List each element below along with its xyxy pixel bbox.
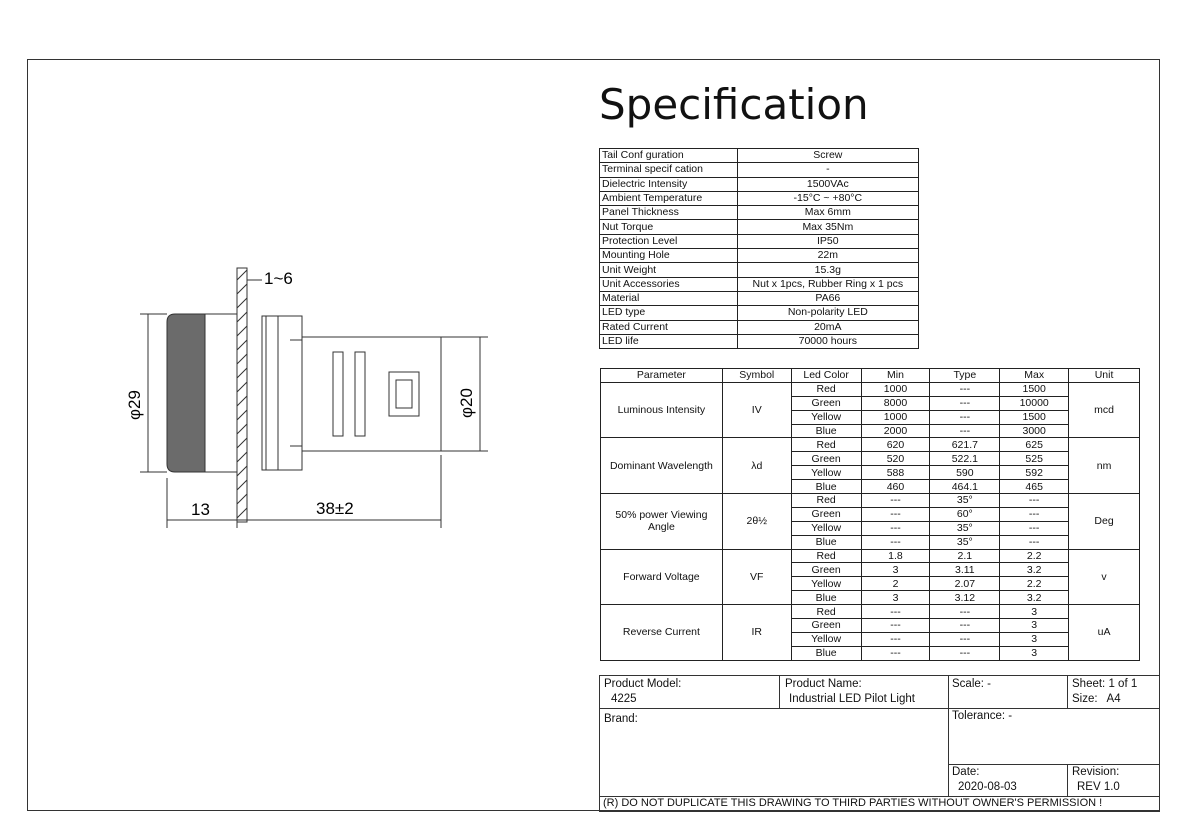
type-value: 3.12 — [930, 591, 1000, 605]
led-color: Red — [791, 549, 861, 563]
spec-label: Ambient Temperature — [600, 191, 738, 205]
led-color: Green — [791, 507, 861, 521]
spec-value: 70000 hours — [737, 334, 918, 348]
led-color: Blue — [791, 424, 861, 438]
min-value: --- — [861, 494, 930, 508]
spec-label: Unit Weight — [600, 263, 738, 277]
led-color: Yellow — [791, 521, 861, 535]
min-value: 2 — [861, 577, 930, 591]
max-value: 1500 — [1000, 410, 1069, 424]
type-value: --- — [930, 605, 1000, 619]
parameter-symbol: IV — [722, 382, 791, 438]
led-color: Red — [791, 605, 861, 619]
min-value: 1000 — [861, 382, 930, 396]
led-color: Green — [791, 563, 861, 577]
sheet-label: Sheet: 1 of 1 — [1072, 678, 1138, 690]
column-header: Max — [1000, 369, 1069, 383]
spec-label: LED life — [600, 334, 738, 348]
parameter-name: Forward Voltage — [601, 549, 723, 605]
date-label: Date: — [952, 766, 980, 778]
max-value: 3 — [1000, 632, 1069, 646]
table-row — [601, 494, 1140, 508]
led-color: Yellow — [791, 466, 861, 480]
max-value: 625 — [1000, 438, 1069, 452]
spec-label: Protection Level — [600, 234, 738, 248]
product-name: Industrial LED Pilot Light — [789, 693, 915, 705]
min-value: 3 — [861, 591, 930, 605]
pilot-light-drawing — [110, 255, 500, 535]
spec-label: Mounting Hole — [600, 249, 738, 263]
led-color: Blue — [791, 591, 861, 605]
max-value: 3.2 — [1000, 563, 1069, 577]
max-value: 592 — [1000, 466, 1069, 480]
led-color: Yellow — [791, 410, 861, 424]
parameter-table — [600, 368, 1140, 661]
column-header: Parameter — [601, 369, 723, 383]
type-value: --- — [930, 410, 1000, 424]
tolerance-label: Tolerance: - — [952, 710, 1013, 722]
parameter-symbol: λd — [722, 438, 791, 494]
revision-label: Revision: — [1072, 766, 1120, 778]
type-value: 522.1 — [930, 452, 1000, 466]
type-value: 35° — [930, 535, 1000, 549]
type-value: --- — [930, 632, 1000, 646]
spec-value: IP50 — [737, 234, 918, 248]
spec-value: - — [737, 163, 918, 177]
spec-row — [600, 291, 919, 305]
led-color: Red — [791, 382, 861, 396]
max-value: 3000 — [1000, 424, 1069, 438]
type-value: --- — [930, 424, 1000, 438]
parameter-symbol: 2θ½ — [722, 494, 791, 550]
spec-value: -15°C ~ +80°C — [737, 191, 918, 205]
column-header: Led Color — [791, 369, 861, 383]
min-value: --- — [861, 619, 930, 633]
spec-row — [600, 163, 919, 177]
lens-cap — [167, 314, 205, 472]
spec-value: Max 35Nm — [737, 220, 918, 234]
product-model-label: Product Model: — [604, 678, 682, 690]
min-value: 1.8 — [861, 549, 930, 563]
column-header: Symbol — [722, 369, 791, 383]
column-header: Min — [861, 369, 930, 383]
type-value: 464.1 — [930, 480, 1000, 494]
min-value: 520 — [861, 452, 930, 466]
spec-value: 20mA — [737, 320, 918, 334]
led-color: Yellow — [791, 632, 861, 646]
max-value: 465 — [1000, 480, 1069, 494]
max-value: 2.2 — [1000, 577, 1069, 591]
max-value: --- — [1000, 535, 1069, 549]
min-value: 1000 — [861, 410, 930, 424]
column-header: Unit — [1069, 369, 1140, 383]
table-row — [601, 549, 1140, 563]
min-value: --- — [861, 535, 930, 549]
parameter-name: Dominant Wavelength — [601, 438, 723, 494]
min-value: 460 — [861, 480, 930, 494]
spec-row — [600, 320, 919, 334]
parameter-symbol: VF — [722, 549, 791, 605]
spec-value: 22m — [737, 249, 918, 263]
max-value: 3.2 — [1000, 591, 1069, 605]
date-value: 2020-08-03 — [958, 781, 1017, 793]
max-value: 10000 — [1000, 396, 1069, 410]
led-color: Green — [791, 619, 861, 633]
spec-row — [600, 206, 919, 220]
type-value: 2.07 — [930, 577, 1000, 591]
table-row — [601, 438, 1140, 452]
spec-row — [600, 220, 919, 234]
spec-row — [600, 177, 919, 191]
spec-row — [600, 306, 919, 320]
min-value: 2000 — [861, 424, 930, 438]
spec-row — [600, 249, 919, 263]
spec-label: Tail Conf guration — [600, 149, 738, 163]
parameter-unit: nm — [1069, 438, 1140, 494]
parameter-name: 50% power Viewing Angle — [601, 494, 723, 550]
product-model: 4225 — [611, 693, 637, 705]
parameter-symbol: IR — [722, 605, 791, 661]
spec-value: Max 6mm — [737, 206, 918, 220]
table-row — [601, 605, 1140, 619]
spec-label: Terminal specif cation — [600, 163, 738, 177]
spec-row — [600, 149, 919, 163]
spec-label: Rated Current — [600, 320, 738, 334]
spec-label: Panel Thickness — [600, 206, 738, 220]
min-value: --- — [861, 521, 930, 535]
spec-value: Screw — [737, 149, 918, 163]
led-color: Green — [791, 452, 861, 466]
min-value: 3 — [861, 563, 930, 577]
spec-value: Non-polarity LED — [737, 306, 918, 320]
type-value: 621.7 — [930, 438, 1000, 452]
parameter-unit: v — [1069, 549, 1140, 605]
spec-table — [599, 148, 919, 349]
parameter-unit: Deg — [1069, 494, 1140, 550]
max-value: 525 — [1000, 452, 1069, 466]
spec-label: Material — [600, 291, 738, 305]
table-row — [601, 382, 1140, 396]
type-value: 35° — [930, 494, 1000, 508]
parameter-unit: mcd — [1069, 382, 1140, 438]
spec-label: Dielectric Intensity — [600, 177, 738, 191]
max-value: 2.2 — [1000, 549, 1069, 563]
max-value: --- — [1000, 507, 1069, 521]
led-color: Green — [791, 396, 861, 410]
max-value: --- — [1000, 494, 1069, 508]
parameter-name: Luminous Intensity — [601, 382, 723, 438]
led-color: Blue — [791, 535, 861, 549]
spec-row — [600, 234, 919, 248]
dim-front-length: 13 — [191, 500, 210, 519]
type-value: --- — [930, 619, 1000, 633]
spec-label: Nut Torque — [600, 220, 738, 234]
dim-body-diameter: φ29 — [125, 390, 144, 420]
type-value: 35° — [930, 521, 1000, 535]
max-value: 3 — [1000, 605, 1069, 619]
type-value: 3.11 — [930, 563, 1000, 577]
led-color: Blue — [791, 646, 861, 660]
spec-value: 1500VAc — [737, 177, 918, 191]
min-value: 588 — [861, 466, 930, 480]
copyright-notice: (R) DO NOT DUPLICATE THIS DRAWING TO THIRD PARTIES WITHOUT OWNER'S PERMISSION ! — [603, 797, 1103, 809]
led-color: Yellow — [791, 577, 861, 591]
parameter-unit: uA — [1069, 605, 1140, 661]
max-value: 3 — [1000, 646, 1069, 660]
type-value: 590 — [930, 466, 1000, 480]
led-color: Red — [791, 494, 861, 508]
spec-row — [600, 277, 919, 291]
min-value: --- — [861, 605, 930, 619]
brand-label: Brand: — [604, 713, 638, 725]
max-value: 1500 — [1000, 382, 1069, 396]
parameter-name: Reverse Current — [601, 605, 723, 661]
panel-section — [237, 268, 247, 522]
type-value: --- — [930, 396, 1000, 410]
type-value: --- — [930, 382, 1000, 396]
spec-value: Nut x 1pcs, Rubber Ring x 1 pcs — [737, 277, 918, 291]
scale-label: Scale: - — [952, 678, 992, 690]
page-title: Specification — [599, 80, 869, 129]
spec-row — [600, 263, 919, 277]
led-color: Red — [791, 438, 861, 452]
min-value: --- — [861, 507, 930, 521]
max-value: --- — [1000, 521, 1069, 535]
dim-thread-diameter: φ20 — [457, 388, 476, 418]
column-header: Type — [930, 369, 1000, 383]
type-value: --- — [930, 646, 1000, 660]
max-value: 3 — [1000, 619, 1069, 633]
spec-row — [600, 191, 919, 205]
spec-value: PA66 — [737, 291, 918, 305]
spec-label: Unit Accessories — [600, 277, 738, 291]
type-value: 60° — [930, 507, 1000, 521]
revision-value: REV 1.0 — [1077, 781, 1120, 793]
led-color: Blue — [791, 480, 861, 494]
dim-body-length: 38±2 — [316, 499, 354, 518]
min-value: 620 — [861, 438, 930, 452]
size-label: Size: A4 — [1072, 693, 1121, 705]
spec-value: 15.3g — [737, 263, 918, 277]
min-value: 8000 — [861, 396, 930, 410]
type-value: 2.1 — [930, 549, 1000, 563]
spec-label: LED type — [600, 306, 738, 320]
spec-row — [600, 334, 919, 348]
product-name-label: Product Name: — [785, 678, 862, 690]
dim-panel-thickness: 1~6 — [264, 269, 293, 288]
min-value: --- — [861, 632, 930, 646]
min-value: --- — [861, 646, 930, 660]
